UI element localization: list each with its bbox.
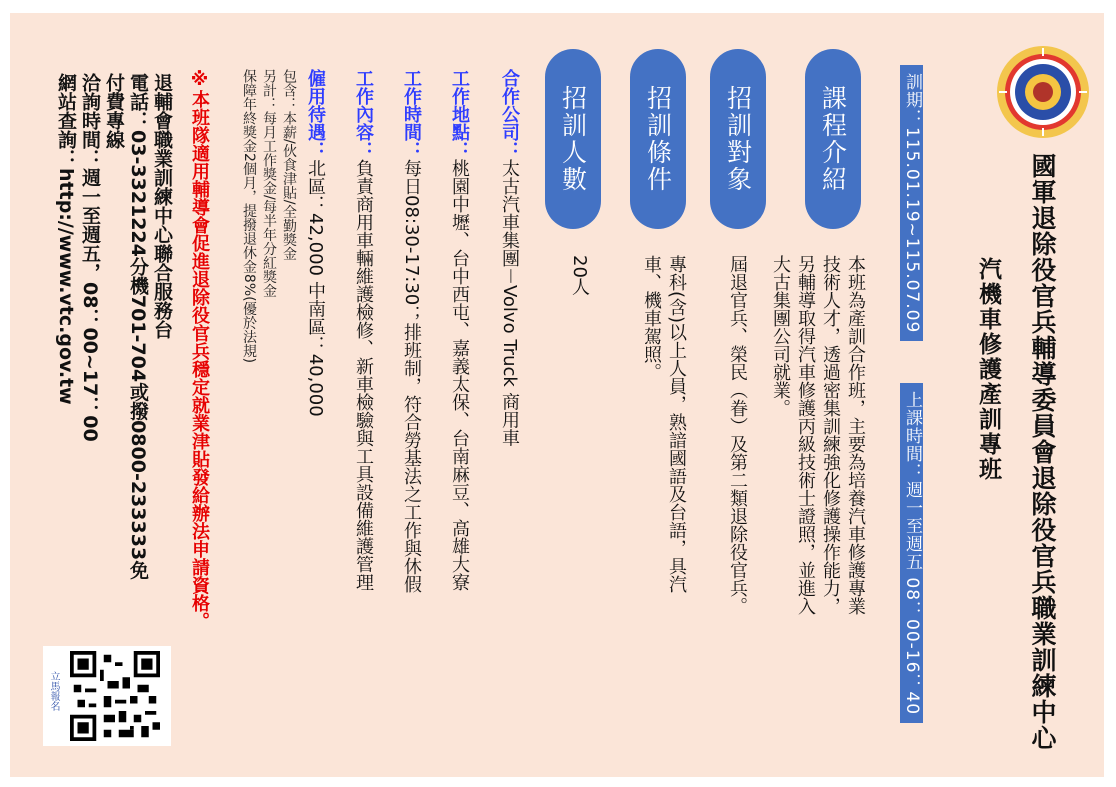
partner-label: 合作公司： [499,69,520,159]
quota-pill: 招訓人數 [545,49,601,229]
contact-website: 網站查詢：http://www.vtc.gov.tw [55,73,77,405]
content-row [354,69,372,591]
class-time-band: 上課時間：週一至週五 08：00-16：40 [900,383,923,723]
pay-note: 另計：每月工作獎金/每半年分紅獎金 [261,69,277,298]
content-label: 工作內容： [353,69,374,159]
content-value: 負責商用車輛維護檢修、新車檢驗與工具設備維護管理 [353,159,374,591]
partner-row [500,69,518,447]
condition-pill: 招訓條件 [630,49,686,229]
qr-caption: 立馬報名 [48,671,59,711]
course-intro-pill: 課程介紹 [805,49,861,229]
training-period-band: 訓期：115.01.19~115.07.09 [900,65,923,341]
hours-value: 每日08:30-17:30；排班制，符合勞基法之工作與休假 [401,159,422,594]
contact-org: 退輔會職業訓練中心聯合服務台 [151,73,173,339]
location-label: 工作地點： [449,69,470,159]
location-value: 桃園中壢、台中西屯、嘉義太保、台南麻豆、高雄大寮 [449,159,470,591]
note-text: ※本班隊適用輔導會促進退除役官兵穩定就業津貼發給辦法申請資格。 [189,69,210,630]
target-line: 屆退官兵、榮民（眷）及第二類退除役官兵。 [727,255,748,615]
condition-line: 車、機車駕照。 [641,255,662,381]
quota-value: 20人 [569,255,590,296]
course-line: 大古集團公司就業。 [770,255,791,417]
course-line: 另輔導取得汽車修護丙級技術士證照，並進入 [795,255,816,615]
emblem-icon [994,43,1092,141]
contact-phone: 電話：03-3321224分機701-704或撥0800-233333免 [127,73,149,580]
condition-line: 專科(含)以上人員，熟諳國語及台語，具汽 [666,255,687,594]
qr-code-icon [67,651,163,741]
flyer-page [10,13,1104,777]
pay-note: 包含：本薪/伙食津貼/全勤獎金 [281,69,297,261]
location-row [450,69,468,591]
pay-row [306,69,324,417]
partner-value: 太古汽車集團－Volvo Truck 商用車 [499,159,520,447]
page-subtitle: 汽機車修護產訓專班 [975,257,1001,482]
contact-phone-cont: 付費專線 [103,73,125,149]
pay-note: 保障年終獎金2個月，提撥退休金8%(優於法規) [241,69,257,364]
pay-label: 僱用待遇： [305,69,326,159]
eligibility-note [190,69,208,630]
hours-label: 工作時間： [401,69,422,159]
qr-code[interactable] [43,646,171,746]
contact-hours: 洽詢時間：週一至週五，08：00~17：00 [79,73,101,442]
page-title: 國軍退除役官兵輔導委員會退除役官兵職業訓練中心 [1028,153,1057,751]
pay-value: 北區：42,000 中南區：40,000 [305,159,326,417]
course-line: 本班為產訓合作班，主要為培養汽車修護專業 [845,255,866,615]
course-line: 技術人才，透過密集訓練強化修護操作能力， [820,255,841,615]
target-pill: 招訓對象 [710,49,766,229]
hours-row [402,69,420,593]
